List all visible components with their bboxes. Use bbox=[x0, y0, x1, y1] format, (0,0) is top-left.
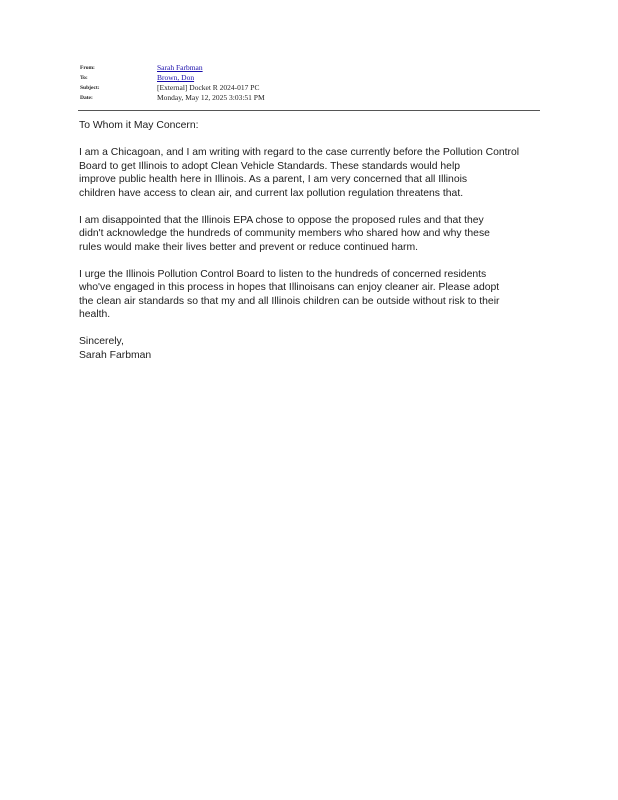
header-from-row bbox=[80, 63, 540, 73]
from-sender-link[interactable]: Sarah Farbman bbox=[157, 63, 203, 72]
letter-paragraph-2 bbox=[79, 214, 541, 255]
letter-signoff bbox=[79, 335, 541, 362]
letter-closing: Sincerely, bbox=[79, 336, 124, 347]
paragraph-line: Board to get Illinois to adopt Clean Vehicle Standards. These standards would help bbox=[79, 160, 461, 172]
paragraph-line: rules would make their lives better and prevent or reduce continued harm. bbox=[79, 241, 419, 253]
email-header bbox=[80, 63, 540, 103]
subject-value: [External] Docket R 2024-017 PC bbox=[157, 83, 260, 92]
letter-body bbox=[79, 119, 541, 362]
letter-paragraph-1 bbox=[79, 146, 541, 200]
paragraph-line: children have access to clean air, and current lax pollution regulation threatens that. bbox=[79, 187, 464, 199]
paragraph-line: who've engaged in this process in hopes that Illinoisans can enjoy cleaner air. Please adopt bbox=[79, 282, 500, 293]
to-recipient-link[interactable]: Brown, Don bbox=[157, 73, 195, 82]
letter-paragraph-3 bbox=[79, 268, 541, 322]
letter-signature: Sarah Farbman bbox=[79, 349, 152, 361]
date-label: Date: bbox=[80, 95, 93, 101]
subject-label: Subject: bbox=[80, 85, 100, 91]
paragraph-line: didn't acknowledge the hundreds of community members who shared how and why these bbox=[79, 228, 490, 239]
header-subject-row bbox=[80, 83, 540, 93]
paragraph-line: I urge the Illinois Pollution Control Board to listen to the hundreds of concerned residents bbox=[79, 268, 487, 280]
paragraph-line: health. bbox=[79, 309, 111, 320]
header-divider bbox=[78, 110, 540, 111]
from-label: From: bbox=[80, 65, 95, 71]
paragraph-line: the clean air standards so that my and all Illinois children can be outside without risk to their bbox=[79, 295, 500, 307]
letter-greeting: To Whom it May Concern: bbox=[79, 120, 199, 131]
date-value: Monday, May 12, 2025 3:03:51 PM bbox=[157, 93, 265, 102]
header-to-row bbox=[80, 73, 540, 83]
paragraph-line: I am disappointed that the Illinois EPA chose to oppose the proposed rules and that they bbox=[79, 214, 484, 226]
to-label: To: bbox=[80, 75, 88, 81]
paragraph-line: I am a Chicagoan, and I am writing with regard to the case currently before the Pollution Control bbox=[79, 147, 520, 158]
paragraph-line: improve public health here in Illinois. As a parent, I am very concerned that all Illinois bbox=[79, 174, 468, 185]
header-date-row bbox=[80, 93, 540, 103]
